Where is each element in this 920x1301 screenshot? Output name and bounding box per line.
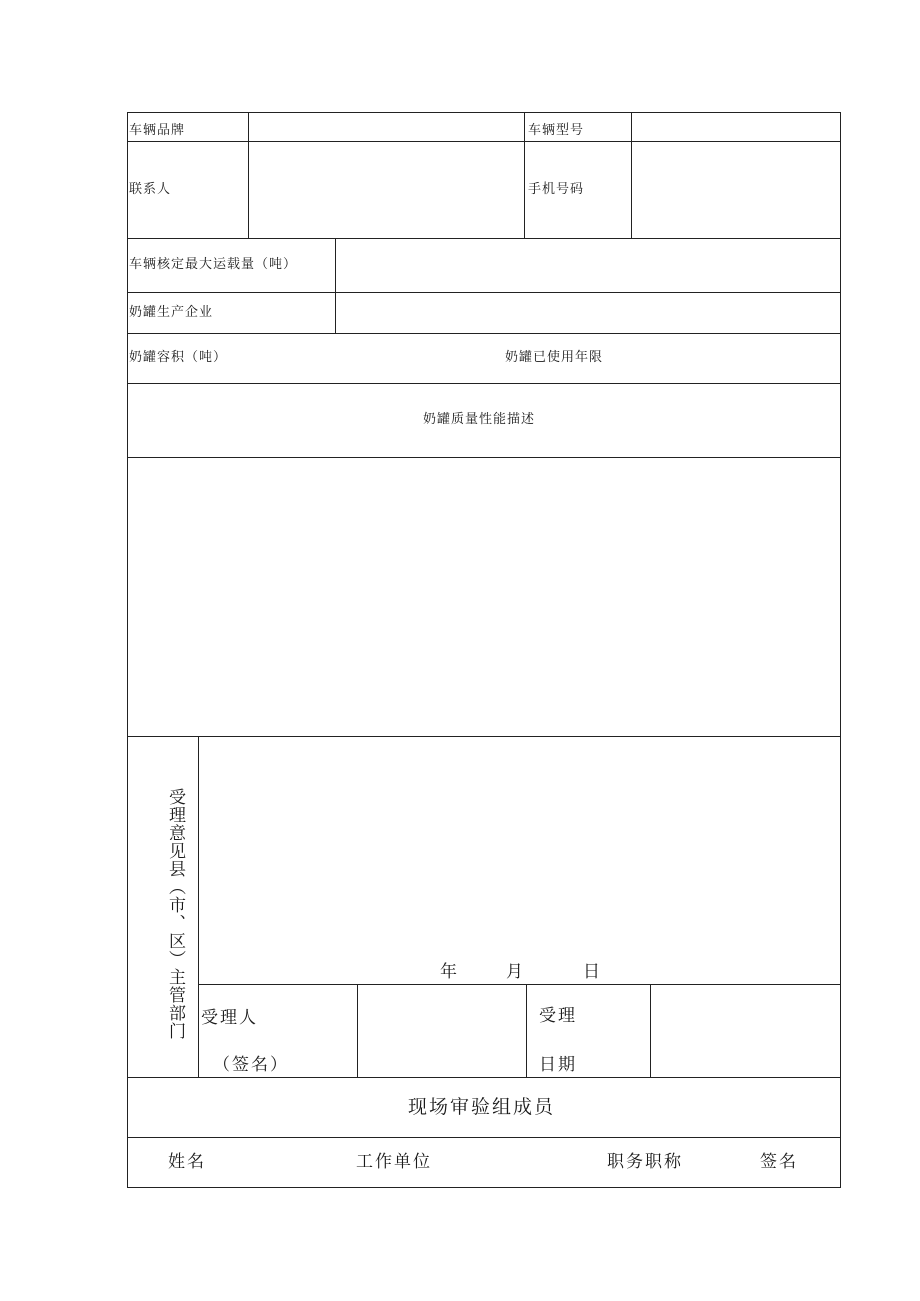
table-rule [526, 984, 527, 1077]
vehicle-model-label: 车辆型号 [528, 123, 585, 138]
table-rule [127, 736, 841, 737]
table-rule [127, 1187, 841, 1188]
accept-date-label: 日期 [539, 1055, 577, 1075]
inspection-team-title: 现场审验组成员 [408, 1096, 556, 1118]
table-rule [127, 112, 128, 1188]
max-load-label: 车辆核定最大运载量（吨） [129, 257, 298, 272]
table-rule [650, 984, 651, 1077]
opinion-side-label: 受理意见县（市、区）主管部门 [165, 788, 185, 1040]
column-header-work-unit: 工作单位 [356, 1152, 432, 1172]
column-header-signature: 签名 [760, 1152, 798, 1172]
accept-label: 受理 [539, 1006, 577, 1026]
table-rule [127, 333, 841, 334]
table-rule [840, 112, 841, 1188]
tank-manufacturer-label: 奶罐生产企业 [129, 305, 214, 320]
table-rule [198, 984, 841, 985]
tank-years-used-label: 奶罐已使用年限 [505, 350, 604, 365]
table-rule [198, 736, 199, 1077]
table-rule [127, 238, 841, 239]
table-rule [631, 112, 632, 238]
table-rule [127, 383, 841, 384]
date-day-label: 日 [583, 962, 602, 982]
phone-number-label: 手机号码 [528, 182, 585, 197]
table-rule [335, 238, 336, 333]
column-header-position-title: 职务职称 [607, 1152, 683, 1172]
table-rule [127, 1077, 841, 1078]
table-rule [127, 141, 841, 142]
table-rule [127, 292, 841, 293]
table-rule [127, 112, 841, 113]
tank-volume-label: 奶罐容积（吨） [129, 350, 228, 365]
handler-label: 受理人 [201, 1008, 258, 1028]
vehicle-brand-label: 车辆品牌 [129, 123, 186, 138]
table-rule [127, 1137, 841, 1138]
column-header-name: 姓名 [168, 1152, 206, 1172]
date-month-label: 月 [506, 962, 525, 982]
table-rule [524, 112, 525, 238]
date-year-label: 年 [440, 962, 459, 982]
table-rule [127, 457, 841, 458]
table-rule [248, 112, 249, 238]
table-rule [357, 984, 358, 1077]
tank-quality-label: 奶罐质量性能描述 [423, 412, 536, 427]
handler-signature-label: （签名） [213, 1055, 289, 1075]
contact-person-label: 联系人 [129, 182, 172, 197]
